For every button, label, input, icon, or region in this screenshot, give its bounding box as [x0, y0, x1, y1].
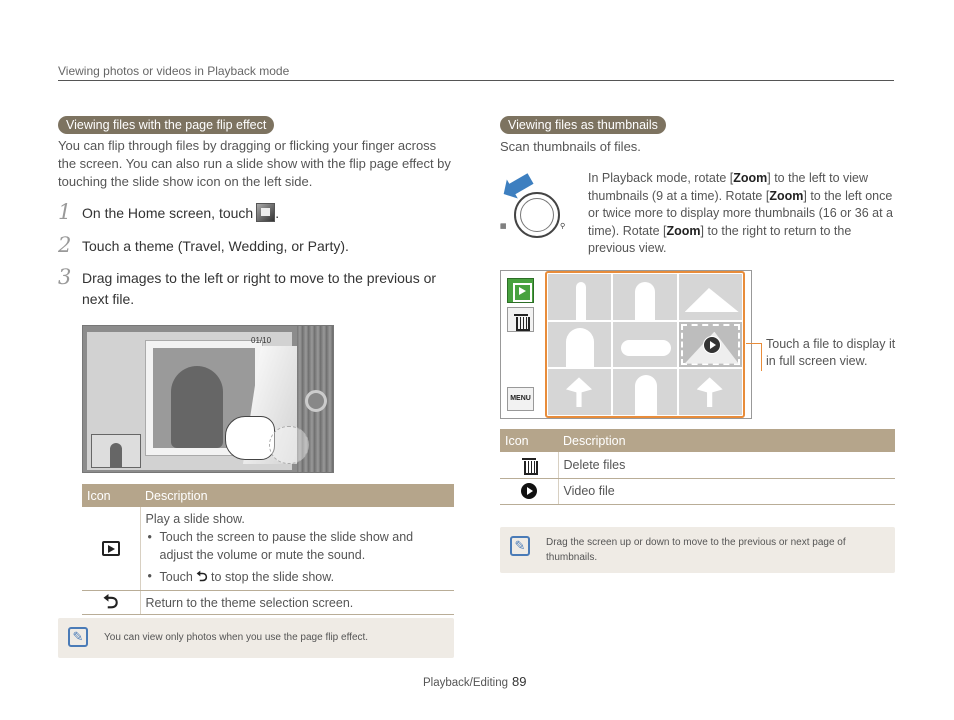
video-play-icon [703, 336, 721, 354]
page-footer [423, 674, 527, 689]
trash-icon [514, 313, 528, 329]
callout-line [746, 343, 762, 344]
hand-motion-ghost [269, 426, 309, 464]
step-text: On the Home screen, touch [82, 205, 254, 221]
step-1 [58, 200, 453, 224]
section-title-page-flip: Viewing files with the page flip effect [58, 116, 274, 134]
page-header-title: Viewing photos or videos in Playback mode [58, 64, 290, 78]
row-description: Play a slide show. [145, 512, 245, 526]
bullet-item: • Touch the screen to pause the slide show and adjust the volume or mute the sound. [146, 528, 450, 564]
bullet-text: to stop the slide show. [211, 570, 335, 584]
zoom-key-label: Zoom [769, 188, 804, 203]
note-box [58, 618, 454, 658]
step-number: 1 [58, 200, 72, 224]
step-suffix: . [275, 205, 280, 221]
zoom-dial-illustration [498, 172, 578, 248]
back-icon: ⮌ [103, 591, 119, 613]
table-row [500, 478, 895, 504]
thumbnail [548, 322, 611, 368]
bullet-text: Touch [159, 570, 193, 584]
page-header [58, 62, 894, 81]
row-description: Video file [558, 478, 895, 504]
bullet-item [146, 567, 450, 586]
row-description: Return to the theme selection screen. [140, 591, 454, 615]
back-icon: ⮌ [196, 568, 208, 584]
callout-line [761, 343, 762, 371]
thumbnail [679, 369, 742, 415]
zoom-instructions: In Playback mode, rotate [Zoom] to the left to view thumbnails (9 at a time). Rotate [Zoom] to the left once or twice more to display more thumbnails (16 or 36 at a time). Rotate [Zoom] to the right to return to the previous view. [588, 171, 893, 255]
thumbnail-preview [91, 434, 141, 468]
table-header-icon: Icon [82, 484, 140, 507]
thumbnail-screen-image [500, 270, 752, 419]
thumbnail [613, 369, 676, 415]
note-icon: ✎ [68, 627, 88, 647]
thumbnails-intro: Scan thumbnails of files. [500, 139, 641, 154]
delete-button [507, 307, 534, 332]
table-header-description: Description [558, 429, 895, 452]
zoom-key-label: Zoom [733, 171, 768, 185]
thumbnail-view-icon: ▦ [500, 223, 507, 230]
page-flip-intro: You can flip through files by dragging or flicking your finger across the screen. You can also run a slide show with the flip page effect by touching the slide show icon on the left side. [58, 138, 451, 189]
table-row [82, 591, 454, 615]
thumbnail [679, 274, 742, 320]
table-header-icon: Icon [500, 429, 558, 452]
thumbnail [613, 274, 676, 320]
file-counter: 01/10 [251, 336, 272, 345]
thumbnail-icon-table [500, 429, 895, 505]
slide-show-icon [102, 541, 120, 556]
thumbnail-grid [545, 271, 745, 418]
thumbnail [548, 369, 611, 415]
step-text: Touch a theme (Travel, Wedding, or Party). [82, 238, 349, 254]
step-number: 3 [58, 265, 72, 289]
slide-show-home-icon [256, 203, 275, 222]
step-2 [58, 233, 453, 257]
note-icon: ✎ [510, 536, 530, 556]
note-text: Drag the screen up or down to move to the previous or next page of thumbnails. [546, 537, 846, 563]
playback-mode-icon [507, 278, 534, 303]
table-row [500, 452, 895, 478]
trash-icon [522, 457, 536, 473]
clock-icon [305, 390, 327, 412]
thumbnail [548, 274, 611, 320]
person-silhouette [171, 366, 223, 448]
thumbnail-selected [679, 322, 742, 368]
footer-section: Playback/Editing [423, 677, 509, 689]
note-box [500, 527, 895, 573]
step-number: 2 [58, 233, 72, 257]
video-play-icon [521, 483, 537, 499]
step-text: Drag images to the left or right to move to the previous or next file. [82, 270, 437, 307]
hand-icon [225, 416, 275, 460]
page-flip-screen-image [82, 325, 334, 473]
step-3 [58, 265, 453, 310]
magnify-icon: ⚲ [560, 223, 566, 230]
section-title-thumbnails: Viewing files as thumbnails [500, 116, 666, 134]
zoom-key-label: Zoom [666, 223, 701, 238]
callout-text: Touch a file to display it in full screen view. [766, 337, 896, 368]
thumbnail [613, 322, 676, 368]
row-description: Delete files [558, 452, 895, 478]
table-row [82, 507, 454, 591]
note-text: You can view only photos when you use the page flip effect. [104, 632, 369, 643]
table-header-description: Description [140, 484, 454, 507]
menu-button: MENU [507, 387, 534, 411]
page-number: 89 [512, 674, 527, 689]
page-flip-icon-table [82, 484, 454, 615]
rotate-left-arrow-icon [508, 173, 533, 194]
